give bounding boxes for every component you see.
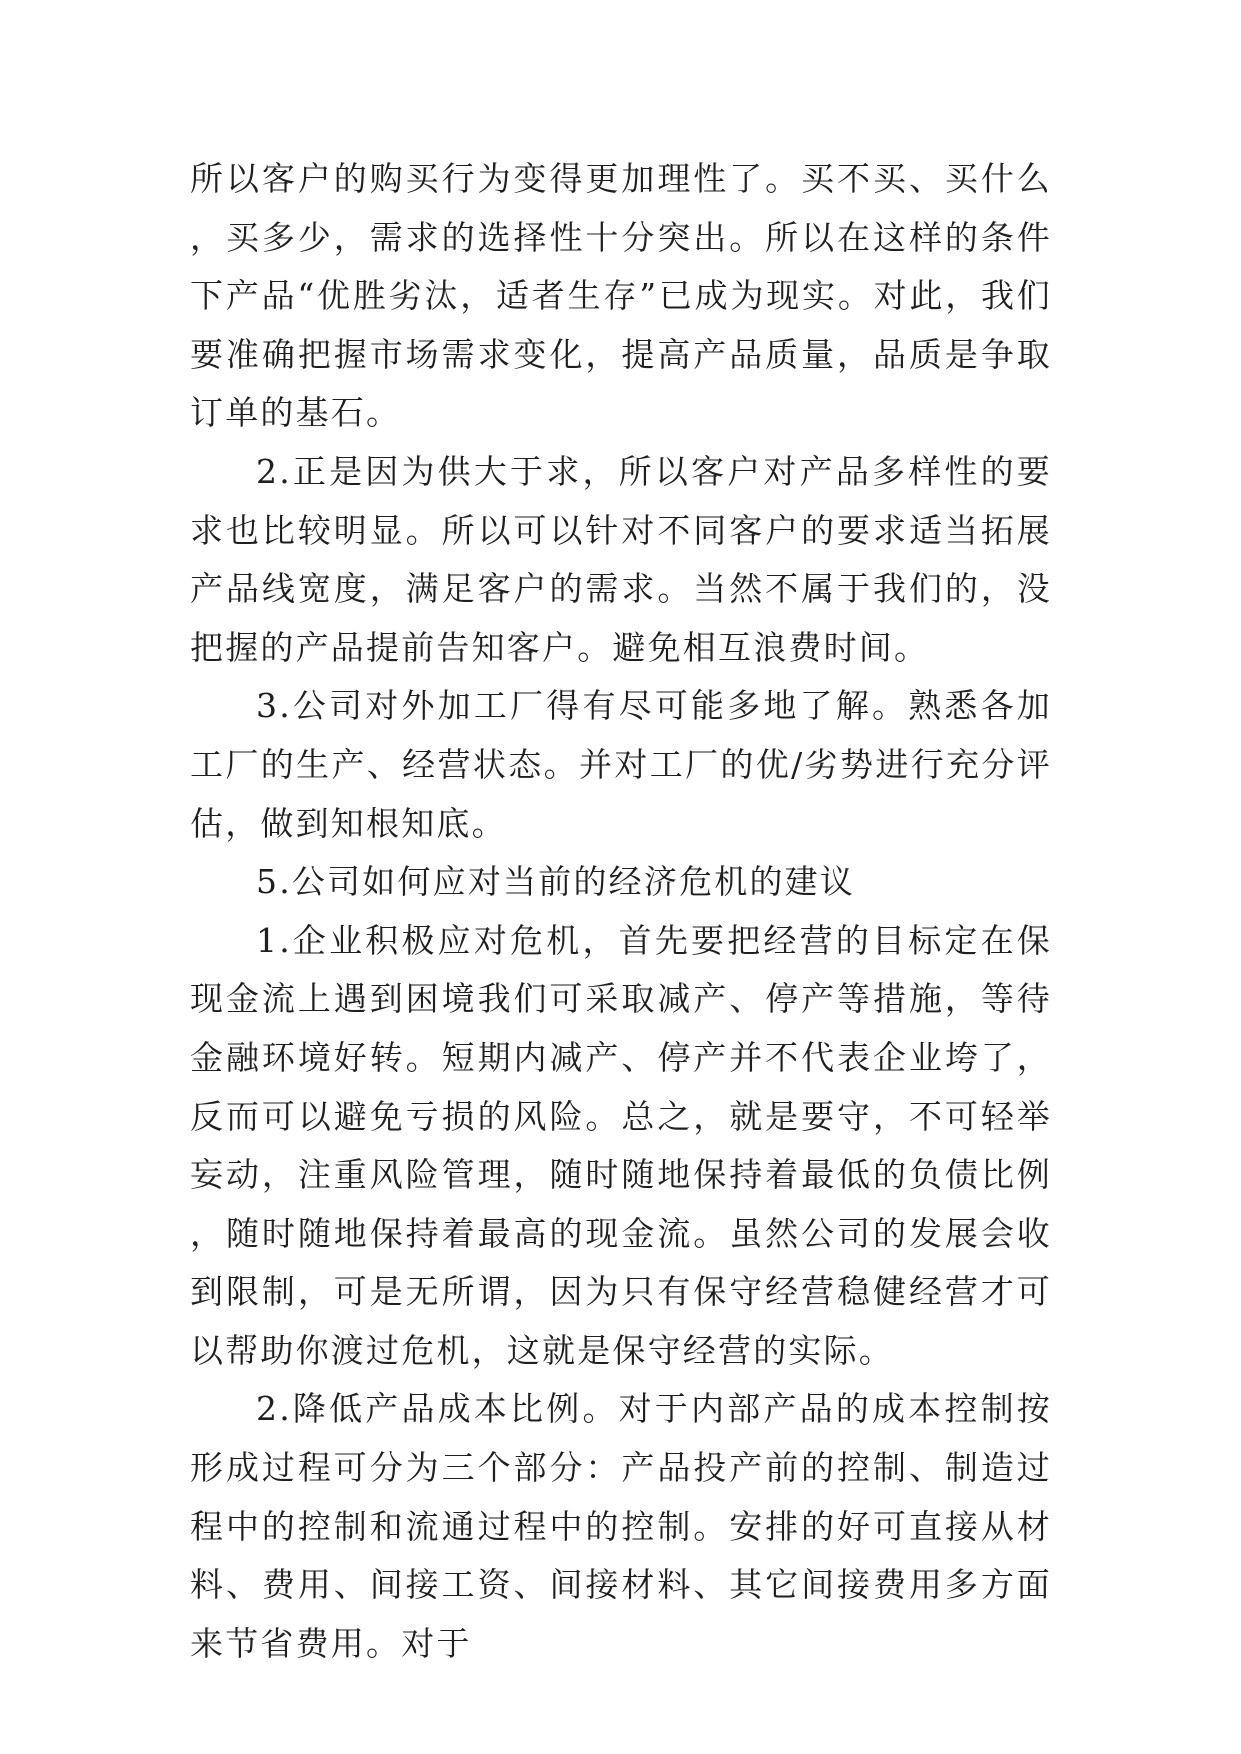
paragraph-point-2: 2.正是因为供大于求，所以客户对产品多样性的要求也比较明显。所以可以针对不同客户的要求适当拓展产品线宽度，满足客户的需求。当然不属于我们的，没把握的产品提前告知客户。避免相互浪费时间。 bbox=[190, 451, 1052, 667]
paragraph-suggestion-1: 1.企业积极应对危机，首先要把经营的目标定在保现金流上遇到困境我们可采取减产、停产等措施，等待金融环境好转。短期内减产、停产并不代表企业垮了，反而可以避免亏损的风险。总之，就是要守，不可轻举妄动，注重风险管理，随时随地保持着最低的负债比例，随时随地保持着最高的现金流。虽然公司的发展会收到限制，可是无所谓，因为只有保守经营稳健经营才可以帮助你渡过危机，这就是保守经营的实际。 bbox=[190, 920, 1052, 1370]
paragraph-continuation: 所以客户的购买行为变得更加理性了。买不买、买什么，买多少，需求的选择性十分突出。所以在这样的条件下产品“优胜劣汰，适者生存”已成为现实。对此，我们要准确把握市场需求变化，提高产品质量，品质是争取订单的基石。 bbox=[190, 159, 1052, 433]
paragraph-suggestion-2: 2.降低产品成本比例。对于内部产品的成本控制按形成过程可分为三个部分：产品投产前的控制、制造过程中的控制和流通过程中的控制。安排的好可直接从材料、费用、间接工资、间接材料、其它间接费用多方面来节省费用。对于 bbox=[190, 1389, 1052, 1663]
paragraph-point-3: 3.公司对外加工厂得有尽可能多地了解。熟悉各加工厂的生产、经营状态。并对工厂的优/劣势进行充分评估，做到知根知底。 bbox=[190, 686, 1052, 843]
section-heading-5: 5.公司如何应对当前的经济危机的建议 bbox=[256, 862, 856, 902]
document-body bbox=[190, 150, 1052, 1673]
